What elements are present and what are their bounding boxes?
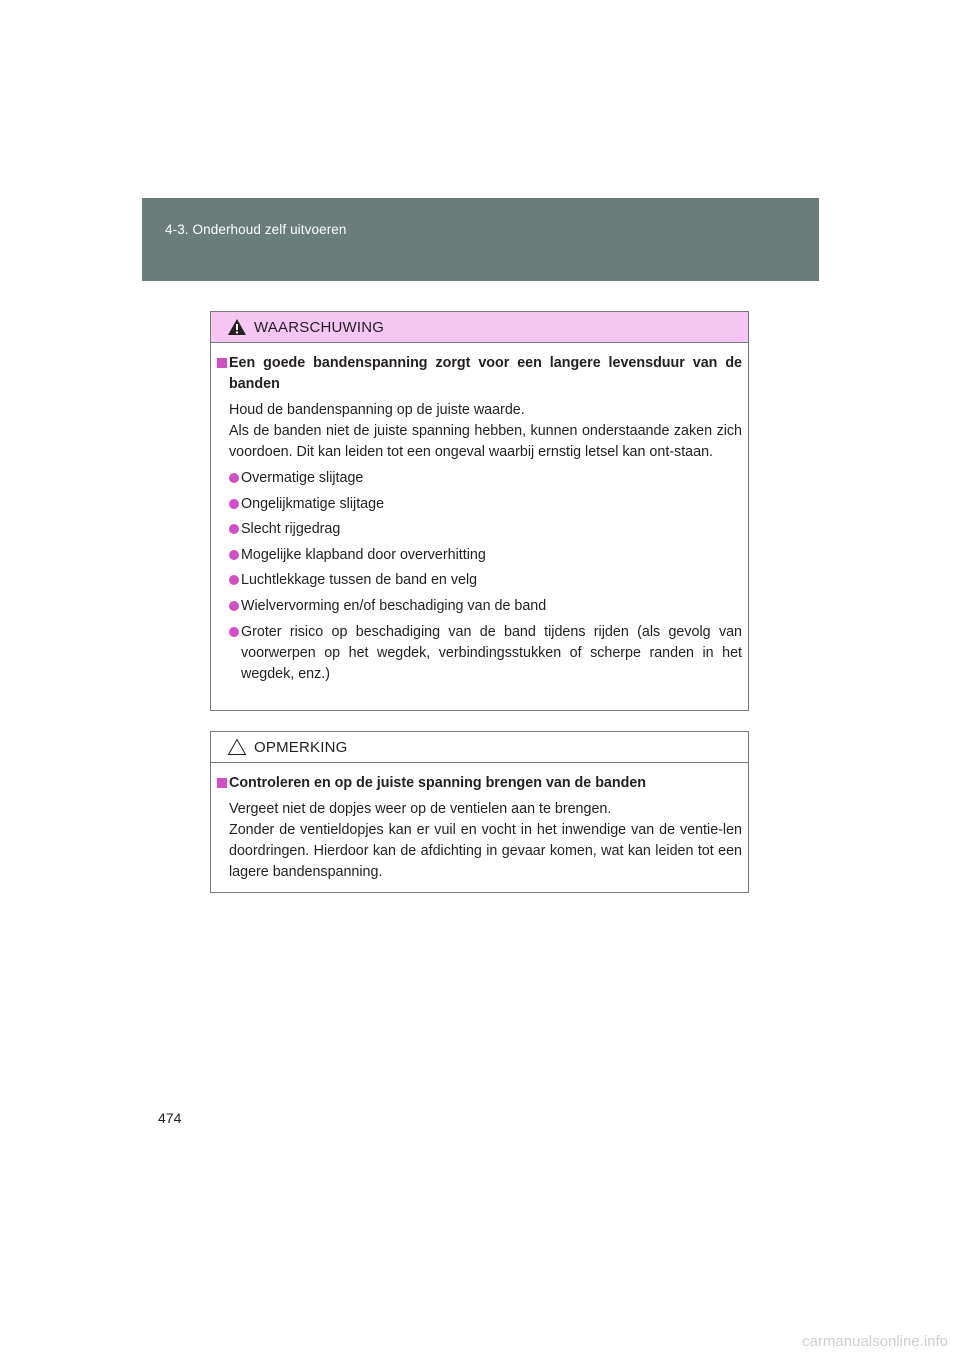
section-title: 4-3. Onderhoud zelf uitvoeren (165, 222, 347, 237)
square-bullet-icon (217, 778, 227, 788)
warning-body (211, 343, 748, 685)
round-bullet-icon (229, 550, 239, 560)
watermark: carmanualsonline.info (802, 1333, 948, 1350)
round-bullet-icon (229, 473, 239, 483)
notice-box (210, 731, 749, 893)
list-item: Ongelijkmatige slijtage (229, 494, 742, 515)
list-item: Overmatige slijtage (229, 468, 742, 489)
warning-topic-text: Een goede bandenspanning zorgt voor een langere levensduur van de banden (229, 355, 742, 392)
warning-topic (217, 353, 742, 395)
notice-line-2: Zonder de ventieldopjes kan er vuil en vocht in het inwendige van de ventie-len doordringen. Hierdoor kan de afdichting in gevaar komen, wat kan leiden tot een lagere bandenspanning. (229, 822, 742, 880)
list-item: Slecht rijgedrag (229, 519, 742, 540)
notice-label: OPMERKING (254, 739, 348, 756)
notice-topic-text: Controleren en op de juiste spanning brengen van de banden (229, 775, 647, 791)
warning-box (210, 311, 749, 711)
caution-triangle-icon (227, 738, 247, 756)
round-bullet-icon (229, 627, 239, 637)
warning-label: WAARSCHUWING (254, 319, 385, 336)
round-bullet-icon (229, 601, 239, 611)
notice-header (211, 732, 748, 763)
notice-topic (217, 773, 742, 794)
list-item: Groter risico op beschadiging van de band tijdens rijden (als gevolg van voorwerpen op het wegdek, verbindingsstukken of scherpe randen in het wegdek, enz.) (229, 622, 742, 685)
list-item: Mogelijke klapband door oververhitting (229, 545, 742, 566)
section-header (142, 198, 819, 281)
notice-body (211, 763, 748, 883)
warning-triangle-icon (227, 318, 247, 336)
square-bullet-icon (217, 358, 227, 368)
list-item: Luchtlekkage tussen de band en velg (229, 570, 742, 591)
list-item: Wielvervorming en/of beschadiging van de band (229, 596, 742, 617)
warning-line-2: Als de banden niet de juiste spanning hebben, kunnen onderstaande zaken zich voordoen. Dit kan leiden tot een ongeval waarbij ernstig letsel kan ont-staan. (229, 423, 742, 460)
round-bullet-icon (229, 575, 239, 585)
warning-list (229, 468, 742, 685)
notice-paragraph (229, 799, 742, 883)
warning-line-1: Houd de bandenspanning op de juiste waarde. (229, 402, 525, 418)
warning-paragraph (229, 400, 742, 463)
notice-line-1: Vergeet niet de dopjes weer op de ventielen aan te brengen. (229, 801, 612, 817)
round-bullet-icon (229, 499, 239, 509)
warning-header (211, 312, 748, 343)
round-bullet-icon (229, 524, 239, 534)
page-number: 474 (158, 1110, 182, 1126)
